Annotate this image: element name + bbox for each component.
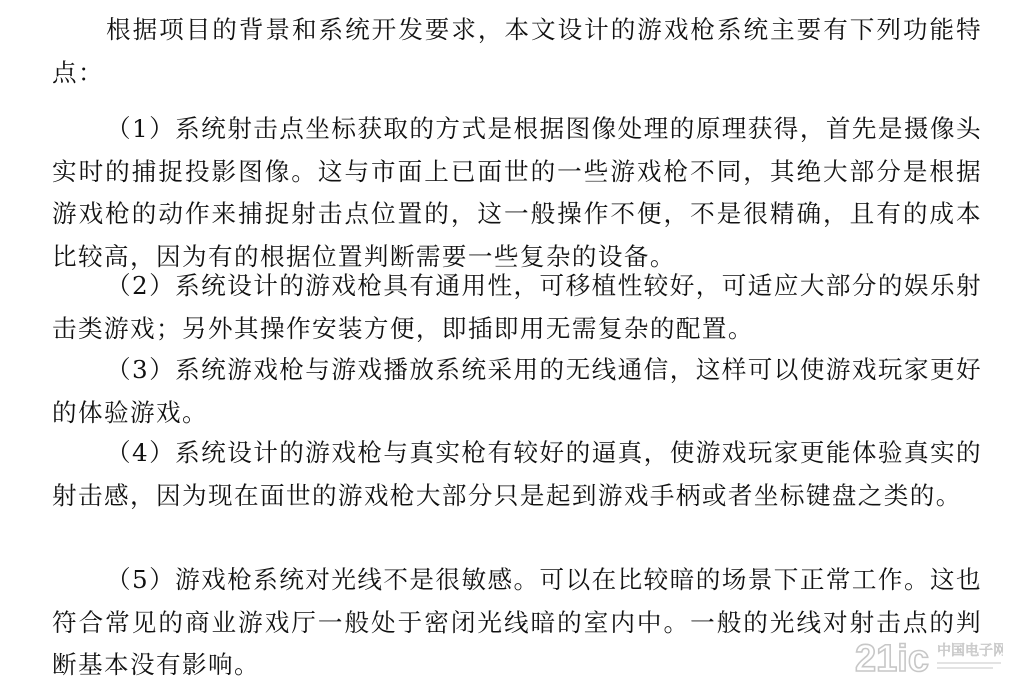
svg-text:21ic: 21ic	[855, 638, 929, 679]
svg-text:中国电子网: 中国电子网	[937, 643, 1003, 659]
paragraph-feature-2: （2）系统设计的游戏枪具有通用性，可移植性较好，可适应大部分的娱乐射击类游戏；另外其操作安装方便，即插即用无需复杂的配置。	[52, 271, 982, 343]
paragraph-feature-1: （1）系统射击点坐标获取的方式是根据图像处理的原理获得，首先是摄像头实时的捕捉投影图像。这与市面上已面世的一些游戏枪不同，其绝大部分是根据游戏枪的动作来捕捉射击点位置的，这一般操作不便，不是很精确，且有的成本比较高，因为有的根据位置判断需要一些复杂的设备。	[52, 114, 982, 271]
paragraph-feature-3: （3）系统游戏枪与游戏播放系统采用的无线通信，这样可以使游戏玩家更好的体验游戏。	[52, 355, 982, 427]
site-watermark-logo	[853, 635, 1003, 679]
watermark-logo-icon	[853, 635, 1003, 679]
paragraph-feature-4: （4）系统设计的游戏枪与真实枪有较好的逼真，使游戏玩家更能体验真实的射击感，因为现在面世的游戏枪大部分只是起到游戏手柄或者坐标键盘之类的。	[52, 438, 982, 510]
paragraph-feature-5: （5）游戏枪系统对光线不是很敏感。可以在比较暗的场景下正常工作。这也符合常见的商业游戏厅一般处于密闭光线暗的室内中。一般的光线对射击点的判断基本没有影响。	[52, 565, 982, 679]
paragraph-intro: 根据项目的背景和系统开发要求，本文设计的游戏枪系统主要有下列功能特点：	[52, 15, 982, 87]
